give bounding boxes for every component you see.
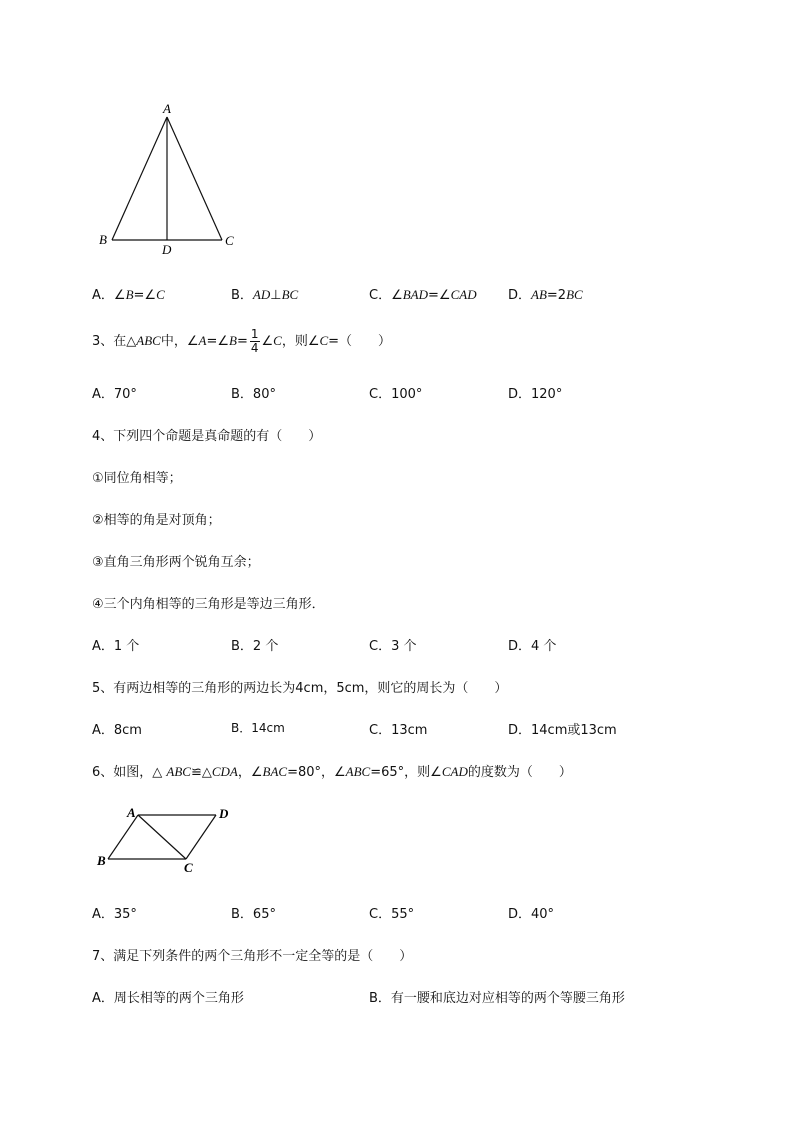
stem-text: =65°，则∠ (370, 765, 442, 780)
side-dc (186, 815, 216, 859)
q4-option-c[interactable]: C．3 个 (369, 639, 417, 654)
q4-item-1: ①同位角相等； (92, 471, 182, 486)
figure-triangle-abc (90, 95, 250, 265)
q3-option-c[interactable]: C．100° (369, 387, 423, 402)
angle-vertex: C (273, 333, 282, 348)
q3-option-b[interactable]: B．80° (231, 387, 276, 402)
fraction-denominator: 4 (250, 341, 259, 355)
stem-text: ∠ (261, 334, 274, 349)
stem-text: ，∠ (237, 765, 263, 780)
segment-name: AB (531, 287, 547, 302)
angle-vertex: C (156, 287, 165, 302)
vertex-label-b: B (99, 232, 107, 247)
triangle-name: ABC (136, 333, 161, 348)
q6-option-b[interactable]: B．65° (231, 907, 276, 922)
angle-name: BAC (262, 764, 288, 779)
q4-item-2: ②相等的角是对顶角； (92, 513, 221, 528)
angle-vertex: BAD (402, 287, 429, 302)
angle-vertex: B (229, 333, 237, 348)
stem-text: =∠ (206, 334, 229, 349)
perpendicular-symbol: ⊥ (270, 288, 282, 303)
vertex-label-c: C (225, 233, 234, 248)
side-ab (108, 815, 138, 859)
q3-stem (92, 327, 391, 356)
equals-sign: = (428, 288, 439, 303)
q2-option-d[interactable] (508, 284, 583, 303)
segment-name: AD (252, 287, 271, 302)
q3-option-a[interactable]: A．70° (92, 387, 137, 402)
side-ab (112, 117, 167, 240)
q4-option-d[interactable]: D．4 个 (508, 639, 557, 654)
angle-vertex: B (125, 287, 134, 302)
vertex-label-a: A (163, 101, 171, 116)
triangle-name: ABC (166, 764, 191, 779)
q5-option-c[interactable]: C．13cm (369, 723, 428, 738)
stem-text: 6、如图，△ (92, 765, 167, 780)
q7-option-b[interactable]: B．有一腰和底边对应相等的两个等腰三角形 (369, 991, 625, 1006)
diagonal-ac (138, 815, 186, 859)
q3-option-d[interactable]: D．120° (508, 387, 563, 402)
fraction-one-quarter (250, 328, 260, 355)
angle-symbol: ∠ (113, 288, 126, 303)
segment-name: BC (281, 287, 299, 302)
vertex-label-d: D (219, 806, 229, 821)
option-letter: B． (231, 288, 253, 303)
angle-vertex: CAD (450, 287, 477, 302)
side-ac (167, 117, 222, 240)
q7-stem: 7、满足下列条件的两个三角形不一定全等的是（ ） (92, 949, 413, 964)
figure-parallelogram-abcd (92, 800, 242, 880)
vertex-label-d: D (162, 242, 172, 257)
angle-name: CAD (441, 764, 468, 779)
vertex-label-c: C (184, 860, 193, 875)
q2-option-c[interactable] (369, 284, 477, 303)
stem-text: 3、在△ (92, 334, 137, 349)
vertex-label-a: A (127, 805, 136, 820)
q5-option-d[interactable]: D．14cm或13cm (508, 723, 617, 738)
stem-text: 中，∠ (160, 334, 199, 349)
stem-text: = (236, 334, 248, 349)
triangle-name: CDA (211, 764, 238, 779)
q5-option-a[interactable]: A．8cm (92, 723, 142, 738)
angle-symbol: ∠ (144, 288, 157, 303)
q4-option-a[interactable]: A．1 个 (92, 639, 140, 654)
equals-sign: = (133, 288, 145, 303)
stem-text: =（ ） (328, 334, 392, 349)
angle-vertex: A (198, 333, 207, 348)
q4-item-4: ④三个内角相等的三角形是等边三角形． (92, 597, 325, 612)
option-letter: A． (92, 288, 114, 303)
q7-option-a[interactable]: A．周长相等的两个三角形 (92, 991, 244, 1006)
option-letter: C． (369, 288, 392, 303)
q2-option-a[interactable] (92, 284, 165, 303)
fraction-numerator: 1 (250, 327, 259, 341)
q4-item-3: ③直角三角形两个锐角互余； (92, 555, 260, 570)
q6-option-a[interactable]: A．35° (92, 907, 137, 922)
q4-stem: 4、下列四个命题是真命题的有（ ） (92, 429, 322, 444)
stem-text: =80°，∠ (287, 765, 346, 780)
angle-symbol: ∠ (438, 288, 451, 303)
segment-name: BC (566, 287, 583, 302)
q2-option-b[interactable] (231, 284, 298, 303)
angle-vertex: C (319, 333, 329, 348)
q6-option-c[interactable]: C．55° (369, 907, 415, 922)
option-letter: D． (508, 288, 532, 303)
q5-option-b[interactable]: B．14cm (231, 721, 285, 735)
angle-symbol: ∠ (391, 288, 403, 303)
vertex-label-b: B (97, 853, 106, 868)
congruence-symbol: ≌△ (190, 765, 212, 780)
q5-stem: 5、有两边相等的三角形的两边长为4cm，5cm，则它的周长为（ ） (92, 681, 508, 696)
q6-stem (92, 761, 572, 780)
angle-name: ABC (345, 764, 371, 779)
stem-text: 的度数为（ ） (467, 765, 572, 780)
stem-text: ，则∠ (281, 334, 320, 349)
equals-sign: =2 (546, 288, 567, 303)
q6-option-d[interactable]: D．40° (508, 907, 555, 922)
q4-option-b[interactable]: B．2 个 (231, 639, 279, 654)
